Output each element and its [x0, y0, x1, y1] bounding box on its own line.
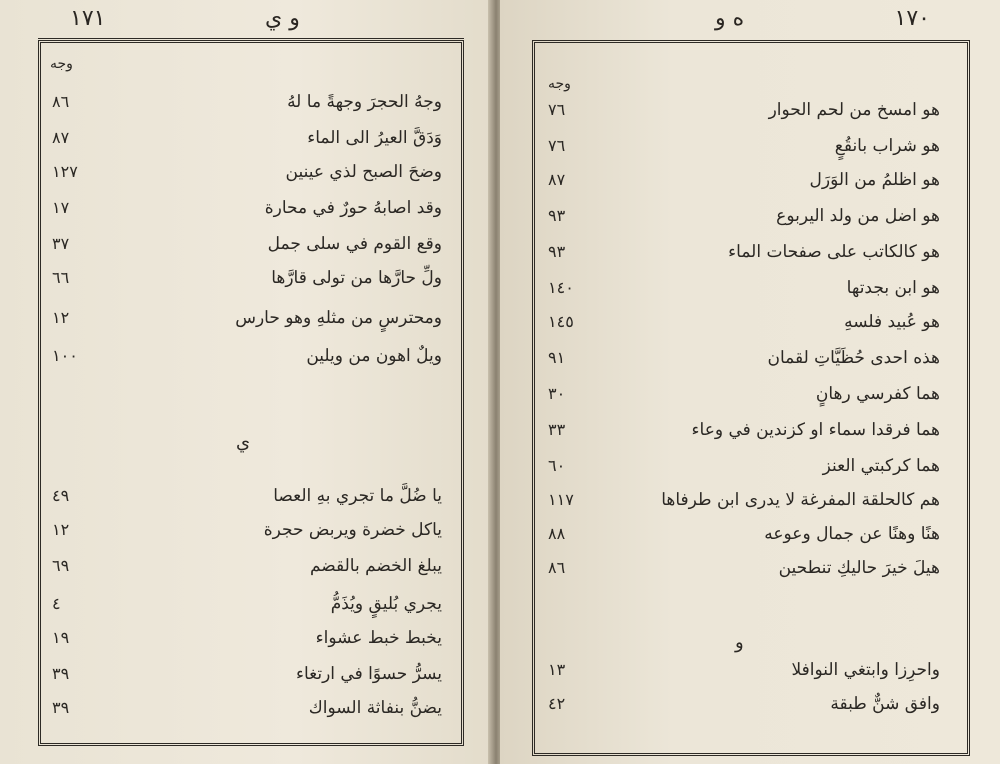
proverb-text: وضحَ الصبح لذي عينين — [285, 162, 442, 182]
page-reference-number: ٦٩ — [52, 556, 70, 575]
page-reference-number: ٨٦ — [52, 92, 70, 111]
entry-row — [0, 482, 492, 512]
left-page — [0, 0, 492, 764]
page-reference-number: ٦٦ — [52, 268, 70, 287]
page-reference-number: ١٠٠ — [52, 346, 78, 365]
proverb-text: هو اظلمُ من الوَرَل — [809, 170, 940, 190]
proverb-text: هو امسخ من لحم الحوار — [768, 100, 940, 120]
page-reference-number: ٤٩ — [52, 486, 70, 505]
page-reference-number: ٣٧ — [52, 234, 70, 253]
entry-row — [500, 238, 1000, 268]
entry-row — [500, 416, 1000, 446]
proverb-text: هم كالحلقة المفرغة لا يدرى ابن طرفاها — [661, 490, 940, 510]
proverb-text: وقد اصابهُ حورٌ في محارة — [264, 198, 442, 218]
entry-row — [500, 132, 1000, 162]
entry-row — [0, 158, 492, 188]
page-reference-number: ٣٩ — [52, 698, 70, 717]
page-reference-number: ٤٢ — [548, 694, 566, 713]
section-letter: و — [735, 632, 744, 653]
entry-row — [500, 344, 1000, 374]
page-reference-number: ٨٧ — [548, 170, 566, 189]
proverb-text: يضنُّ بنفاثة السواك — [308, 698, 442, 718]
entry-row — [0, 88, 492, 118]
page-number: ١٧٠ — [894, 6, 930, 31]
running-title: و ي — [265, 6, 300, 31]
page-number: ١٧١ — [70, 6, 106, 31]
proverb-text: هما كفرسي رهانٍ — [815, 384, 940, 404]
proverb-text: هو عُبيد فلسهِ — [844, 312, 940, 332]
page-reference-number: ١١٧ — [548, 490, 574, 509]
proverb-text: واحرِزا وابتغي النوافلا — [791, 660, 940, 680]
entry-list — [500, 0, 1000, 764]
entry-row — [0, 660, 492, 690]
entry-row — [500, 452, 1000, 482]
entry-row — [0, 342, 492, 372]
proverb-text: وقع القوم في سلى جمل — [267, 234, 442, 254]
page-reference-number: ١٢ — [52, 520, 70, 539]
proverb-text: ومحترسٍ من مثلهِ وهو حارس — [235, 308, 442, 328]
page-reference-number: ٤ — [52, 594, 61, 613]
page-reference-number: ١٩ — [52, 628, 70, 647]
entry-row — [0, 516, 492, 546]
proverb-text: يجري بُليقٍ ويُذَمُّ — [330, 594, 442, 614]
column-label: وجه — [548, 76, 571, 92]
entry-row — [0, 590, 492, 620]
entry-row — [0, 624, 492, 654]
entry-row — [500, 274, 1000, 304]
entry-row — [0, 304, 492, 334]
proverb-text: هو شراب بانقُعٍ — [834, 136, 940, 156]
page-reference-number: ١٣ — [548, 660, 566, 679]
running-title: ه و — [715, 6, 745, 31]
page-reference-number: ٩٣ — [548, 206, 566, 225]
entry-row — [500, 308, 1000, 338]
page-reference-number: ١٤٥ — [548, 312, 574, 331]
proverb-text: وافق شنٌّ طبقة — [830, 694, 940, 714]
page-reference-number: ١٧ — [52, 198, 70, 217]
proverb-text: ولِّ حارَّها من تولى قارَّها — [271, 268, 442, 288]
page-reference-number: ٨٦ — [548, 558, 566, 577]
page-reference-number: ٣٩ — [52, 664, 70, 683]
page-reference-number: ٣٠ — [548, 384, 566, 403]
proverb-text: ياكل خضرة ويربض حجرة — [263, 520, 442, 540]
section-letter: ي — [236, 432, 251, 453]
entry-row — [0, 694, 492, 724]
entry-row — [500, 520, 1000, 550]
entry-row — [500, 690, 1000, 720]
entry-row — [0, 194, 492, 224]
entry-row — [500, 380, 1000, 410]
page-reference-number: ٩١ — [548, 348, 566, 367]
column-label: وجه — [50, 56, 73, 72]
proverb-text: هو اضل من ولد اليربوع — [776, 206, 940, 226]
page-reference-number: ١٤٠ — [548, 278, 574, 297]
entry-row — [500, 486, 1000, 516]
proverb-text: وجهُ الحجرَ وجهةً ما لهُ — [287, 92, 442, 112]
page-reference-number: ٧٦ — [548, 136, 566, 155]
proverb-text: يا ضُلَّ ما تجري بهِ العصا — [273, 486, 442, 506]
entry-row — [500, 656, 1000, 686]
entry-row — [500, 96, 1000, 126]
proverb-text: هيلَ خيرَ حاليكِ تنطحين — [778, 558, 940, 578]
page-reference-number: ٨٧ — [52, 128, 70, 147]
page-reference-number: ٦٠ — [548, 456, 566, 475]
proverb-text: هو ابن بجدتها — [846, 278, 940, 298]
proverb-text: وَدَقَّ العيرُ الى الماء — [307, 128, 442, 148]
entry-row — [500, 554, 1000, 584]
proverb-text: هما فرقدا سماء او كزندين في وعاء — [691, 420, 940, 440]
page-reference-number: ٩٣ — [548, 242, 566, 261]
page-reference-number: ١٢ — [52, 308, 70, 327]
proverb-text: يبلغ الخضم بالقضم — [309, 556, 442, 576]
entry-list — [0, 0, 492, 764]
entry-row — [500, 166, 1000, 196]
proverb-text: يسرُّ حسوًا في ارتغاء — [295, 664, 442, 684]
page-reference-number: ٣٣ — [548, 420, 566, 439]
page-reference-number: ٨٨ — [548, 524, 566, 543]
entry-row — [0, 552, 492, 582]
proverb-text: هنًا وهنًا عن جمال وعوعه — [764, 524, 940, 544]
page-reference-number: ١٢٧ — [52, 162, 78, 181]
entry-row — [0, 230, 492, 260]
entry-row — [0, 264, 492, 294]
proverb-text: ويلٌ اهون من ويلين — [306, 346, 442, 366]
right-page — [500, 0, 1000, 764]
proverb-text: هما كركبتي العنز — [822, 456, 940, 476]
proverb-text: هو كالكاتب على صفحات الماء — [728, 242, 940, 262]
entry-row — [0, 124, 492, 154]
proverb-text: يخبط خبط عشواء — [315, 628, 442, 648]
page-reference-number: ٧٦ — [548, 100, 566, 119]
entry-row — [500, 202, 1000, 232]
proverb-text: هذه احدى حُظَيَّاتِ لقمان — [767, 348, 940, 368]
